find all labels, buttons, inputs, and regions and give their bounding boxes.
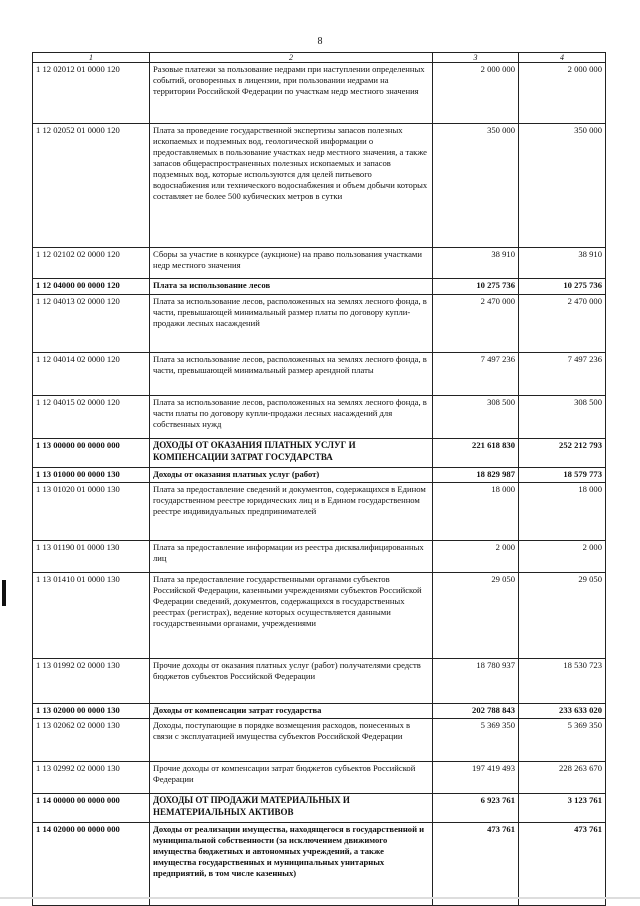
name-cell: Плата за проведение государственной экспертизы запасов полезных ископаемых и подземных вод, геологической информации о предоставляемых в пользование участках недр местного значения, а также запасов общераспространенных полезных ископаемых и запасов подземных вод, которые используются для целей питьевого водоснабжения или технического водоснабжения и объем добычи которых составляет не более 500 кубических метров в сутки xyxy=(150,124,433,248)
plan-year-1-cell: 2 000 000 xyxy=(433,63,519,124)
plan-year-2-cell: 350 000 xyxy=(519,124,606,248)
code-cell: 1 13 01000 00 0000 130 xyxy=(33,468,150,483)
table-row xyxy=(33,762,606,794)
table-row xyxy=(33,823,606,906)
plan-year-1-cell: 350 000 xyxy=(433,124,519,248)
name-cell: Плата за использование лесов, расположенных на землях лесного фонда, в части, превышающей минимальный размер арендной платы xyxy=(150,353,433,396)
budget-revenue-table xyxy=(32,52,606,906)
plan-year-2-cell: 2 470 000 xyxy=(519,295,606,353)
table-row xyxy=(33,279,606,295)
margin-mark xyxy=(2,580,6,606)
code-cell: 1 13 01992 02 0000 130 xyxy=(33,659,150,704)
plan-year-1-cell: 18 829 987 xyxy=(433,468,519,483)
plan-year-1-cell: 10 275 736 xyxy=(433,279,519,295)
plan-year-2-cell: 308 500 xyxy=(519,396,606,439)
table-row xyxy=(33,124,606,248)
name-cell: Плата за использование лесов xyxy=(150,279,433,295)
name-cell: Доходы от реализации имущества, находящегося в государственной и муниципальной собственности (за исключением движимого имущества бюджетных и автономных учреждений, а также имущества государственных и муниципальных унитарных предприятий, в том числе казенных) xyxy=(150,823,433,906)
header-col-1: 1 xyxy=(33,53,150,63)
plan-year-2-cell: 3 123 761 xyxy=(519,794,606,823)
plan-year-1-cell: 6 923 761 xyxy=(433,794,519,823)
table-row xyxy=(33,659,606,704)
table-row xyxy=(33,794,606,823)
plan-year-2-cell: 228 263 670 xyxy=(519,762,606,794)
name-cell: Плата за предоставление государственными органами субъектов Российской Федерации, казенными учреждениями субъектов Российской Федерации сведений, документов, содержащихся в государственных реестрах (регистрах), ведение которых осуществляется данными государственными органами, учреждениями xyxy=(150,573,433,659)
code-cell: 1 13 00000 00 0000 000 xyxy=(33,439,150,468)
name-cell: Прочие доходы от оказания платных услуг (работ) получателями средств бюджетов субъектов Российской Федерации xyxy=(150,659,433,704)
plan-year-1-cell: 5 369 350 xyxy=(433,719,519,762)
name-cell: ДОХОДЫ ОТ ОКАЗАНИЯ ПЛАТНЫХ УСЛУГ И КОМПЕНСАЦИИ ЗАТРАТ ГОСУДАРСТВА xyxy=(150,439,433,468)
code-cell: 1 13 01020 01 0000 130 xyxy=(33,483,150,541)
plan-year-1-cell: 473 761 xyxy=(433,823,519,906)
table-header-row xyxy=(33,53,606,63)
code-cell: 1 12 02052 01 0000 120 xyxy=(33,124,150,248)
table-row xyxy=(33,396,606,439)
plan-year-2-cell: 7 497 236 xyxy=(519,353,606,396)
code-cell: 1 13 02992 02 0000 130 xyxy=(33,762,150,794)
name-cell: Плата за предоставление информации из реестра дисквалифицированных лиц xyxy=(150,541,433,573)
code-cell: 1 12 02012 01 0000 120 xyxy=(33,63,150,124)
plan-year-2-cell: 10 275 736 xyxy=(519,279,606,295)
name-cell: Плата за использование лесов, расположенных на землях лесного фонда, в части, превышающей минимальный размер платы по договору купли-продажи лесных насаждений xyxy=(150,295,433,353)
table-row xyxy=(33,295,606,353)
table-row xyxy=(33,248,606,279)
name-cell: Разовые платежи за пользование недрами при наступлении определенных событий, оговоренных в лицензии, при пользовании недрами на территории Российской Федерации по участкам недр местного значения xyxy=(150,63,433,124)
name-cell: Сборы за участие в конкурсе (аукционе) на право пользования участками недр местного значения xyxy=(150,248,433,279)
name-cell: ДОХОДЫ ОТ ПРОДАЖИ МАТЕРИАЛЬНЫХ И НЕМАТЕРИАЛЬНЫХ АКТИВОВ xyxy=(150,794,433,823)
plan-year-2-cell: 29 050 xyxy=(519,573,606,659)
plan-year-2-cell: 233 633 020 xyxy=(519,704,606,719)
table-row xyxy=(33,63,606,124)
plan-year-2-cell: 2 000 000 xyxy=(519,63,606,124)
name-cell: Прочие доходы от компенсации затрат бюджетов субъектов Российской Федерации xyxy=(150,762,433,794)
plan-year-1-cell: 2 000 xyxy=(433,541,519,573)
plan-year-2-cell: 252 212 793 xyxy=(519,439,606,468)
table-row xyxy=(33,468,606,483)
plan-year-1-cell: 308 500 xyxy=(433,396,519,439)
plan-year-1-cell: 202 788 843 xyxy=(433,704,519,719)
plan-year-2-cell: 38 910 xyxy=(519,248,606,279)
code-cell: 1 13 01410 01 0000 130 xyxy=(33,573,150,659)
table-row xyxy=(33,719,606,762)
plan-year-1-cell: 18 000 xyxy=(433,483,519,541)
plan-year-1-cell: 221 618 830 xyxy=(433,439,519,468)
table-row xyxy=(33,573,606,659)
plan-year-2-cell: 18 000 xyxy=(519,483,606,541)
code-cell: 1 14 00000 00 0000 000 xyxy=(33,794,150,823)
header-col-2: 2 xyxy=(150,53,433,63)
header-col-3: 3 xyxy=(433,53,519,63)
header-col-4: 4 xyxy=(519,53,606,63)
table-row xyxy=(33,704,606,719)
name-cell: Плата за использование лесов, расположенных на землях лесного фонда, в части платы по договору купли-продажи лесных насаждений для собственных нужд xyxy=(150,396,433,439)
code-cell: 1 13 01190 01 0000 130 xyxy=(33,541,150,573)
plan-year-1-cell: 18 780 937 xyxy=(433,659,519,704)
code-cell: 1 12 04014 02 0000 120 xyxy=(33,353,150,396)
code-cell: 1 12 04013 02 0000 120 xyxy=(33,295,150,353)
table-row xyxy=(33,541,606,573)
code-cell: 1 12 02102 02 0000 120 xyxy=(33,248,150,279)
code-cell: 1 12 04000 00 0000 120 xyxy=(33,279,150,295)
name-cell: Доходы от компенсации затрат государства xyxy=(150,704,433,719)
plan-year-1-cell: 2 470 000 xyxy=(433,295,519,353)
plan-year-1-cell: 29 050 xyxy=(433,573,519,659)
plan-year-2-cell: 18 530 723 xyxy=(519,659,606,704)
code-cell: 1 13 02062 02 0000 130 xyxy=(33,719,150,762)
name-cell: Плата за предоставление сведений и документов, содержащихся в Едином государственном реестре юридических лиц и в Едином государственном реестре индивидуальных предпринимателей xyxy=(150,483,433,541)
plan-year-2-cell: 18 579 773 xyxy=(519,468,606,483)
plan-year-1-cell: 197 419 493 xyxy=(433,762,519,794)
code-cell: 1 14 02000 00 0000 000 xyxy=(33,823,150,906)
table-row xyxy=(33,439,606,468)
table-row xyxy=(33,353,606,396)
code-cell: 1 12 04015 02 0000 120 xyxy=(33,396,150,439)
plan-year-2-cell: 473 761 xyxy=(519,823,606,906)
scan-edge xyxy=(0,897,640,899)
plan-year-1-cell: 38 910 xyxy=(433,248,519,279)
plan-year-2-cell: 5 369 350 xyxy=(519,719,606,762)
name-cell: Доходы, поступающие в порядке возмещения расходов, понесенных в связи с эксплуатацией имущества субъектов Российской Федерации xyxy=(150,719,433,762)
name-cell: Доходы от оказания платных услуг (работ) xyxy=(150,468,433,483)
page-number: 8 xyxy=(317,36,323,47)
plan-year-1-cell: 7 497 236 xyxy=(433,353,519,396)
plan-year-2-cell: 2 000 xyxy=(519,541,606,573)
code-cell: 1 13 02000 00 0000 130 xyxy=(33,704,150,719)
table-row xyxy=(33,483,606,541)
